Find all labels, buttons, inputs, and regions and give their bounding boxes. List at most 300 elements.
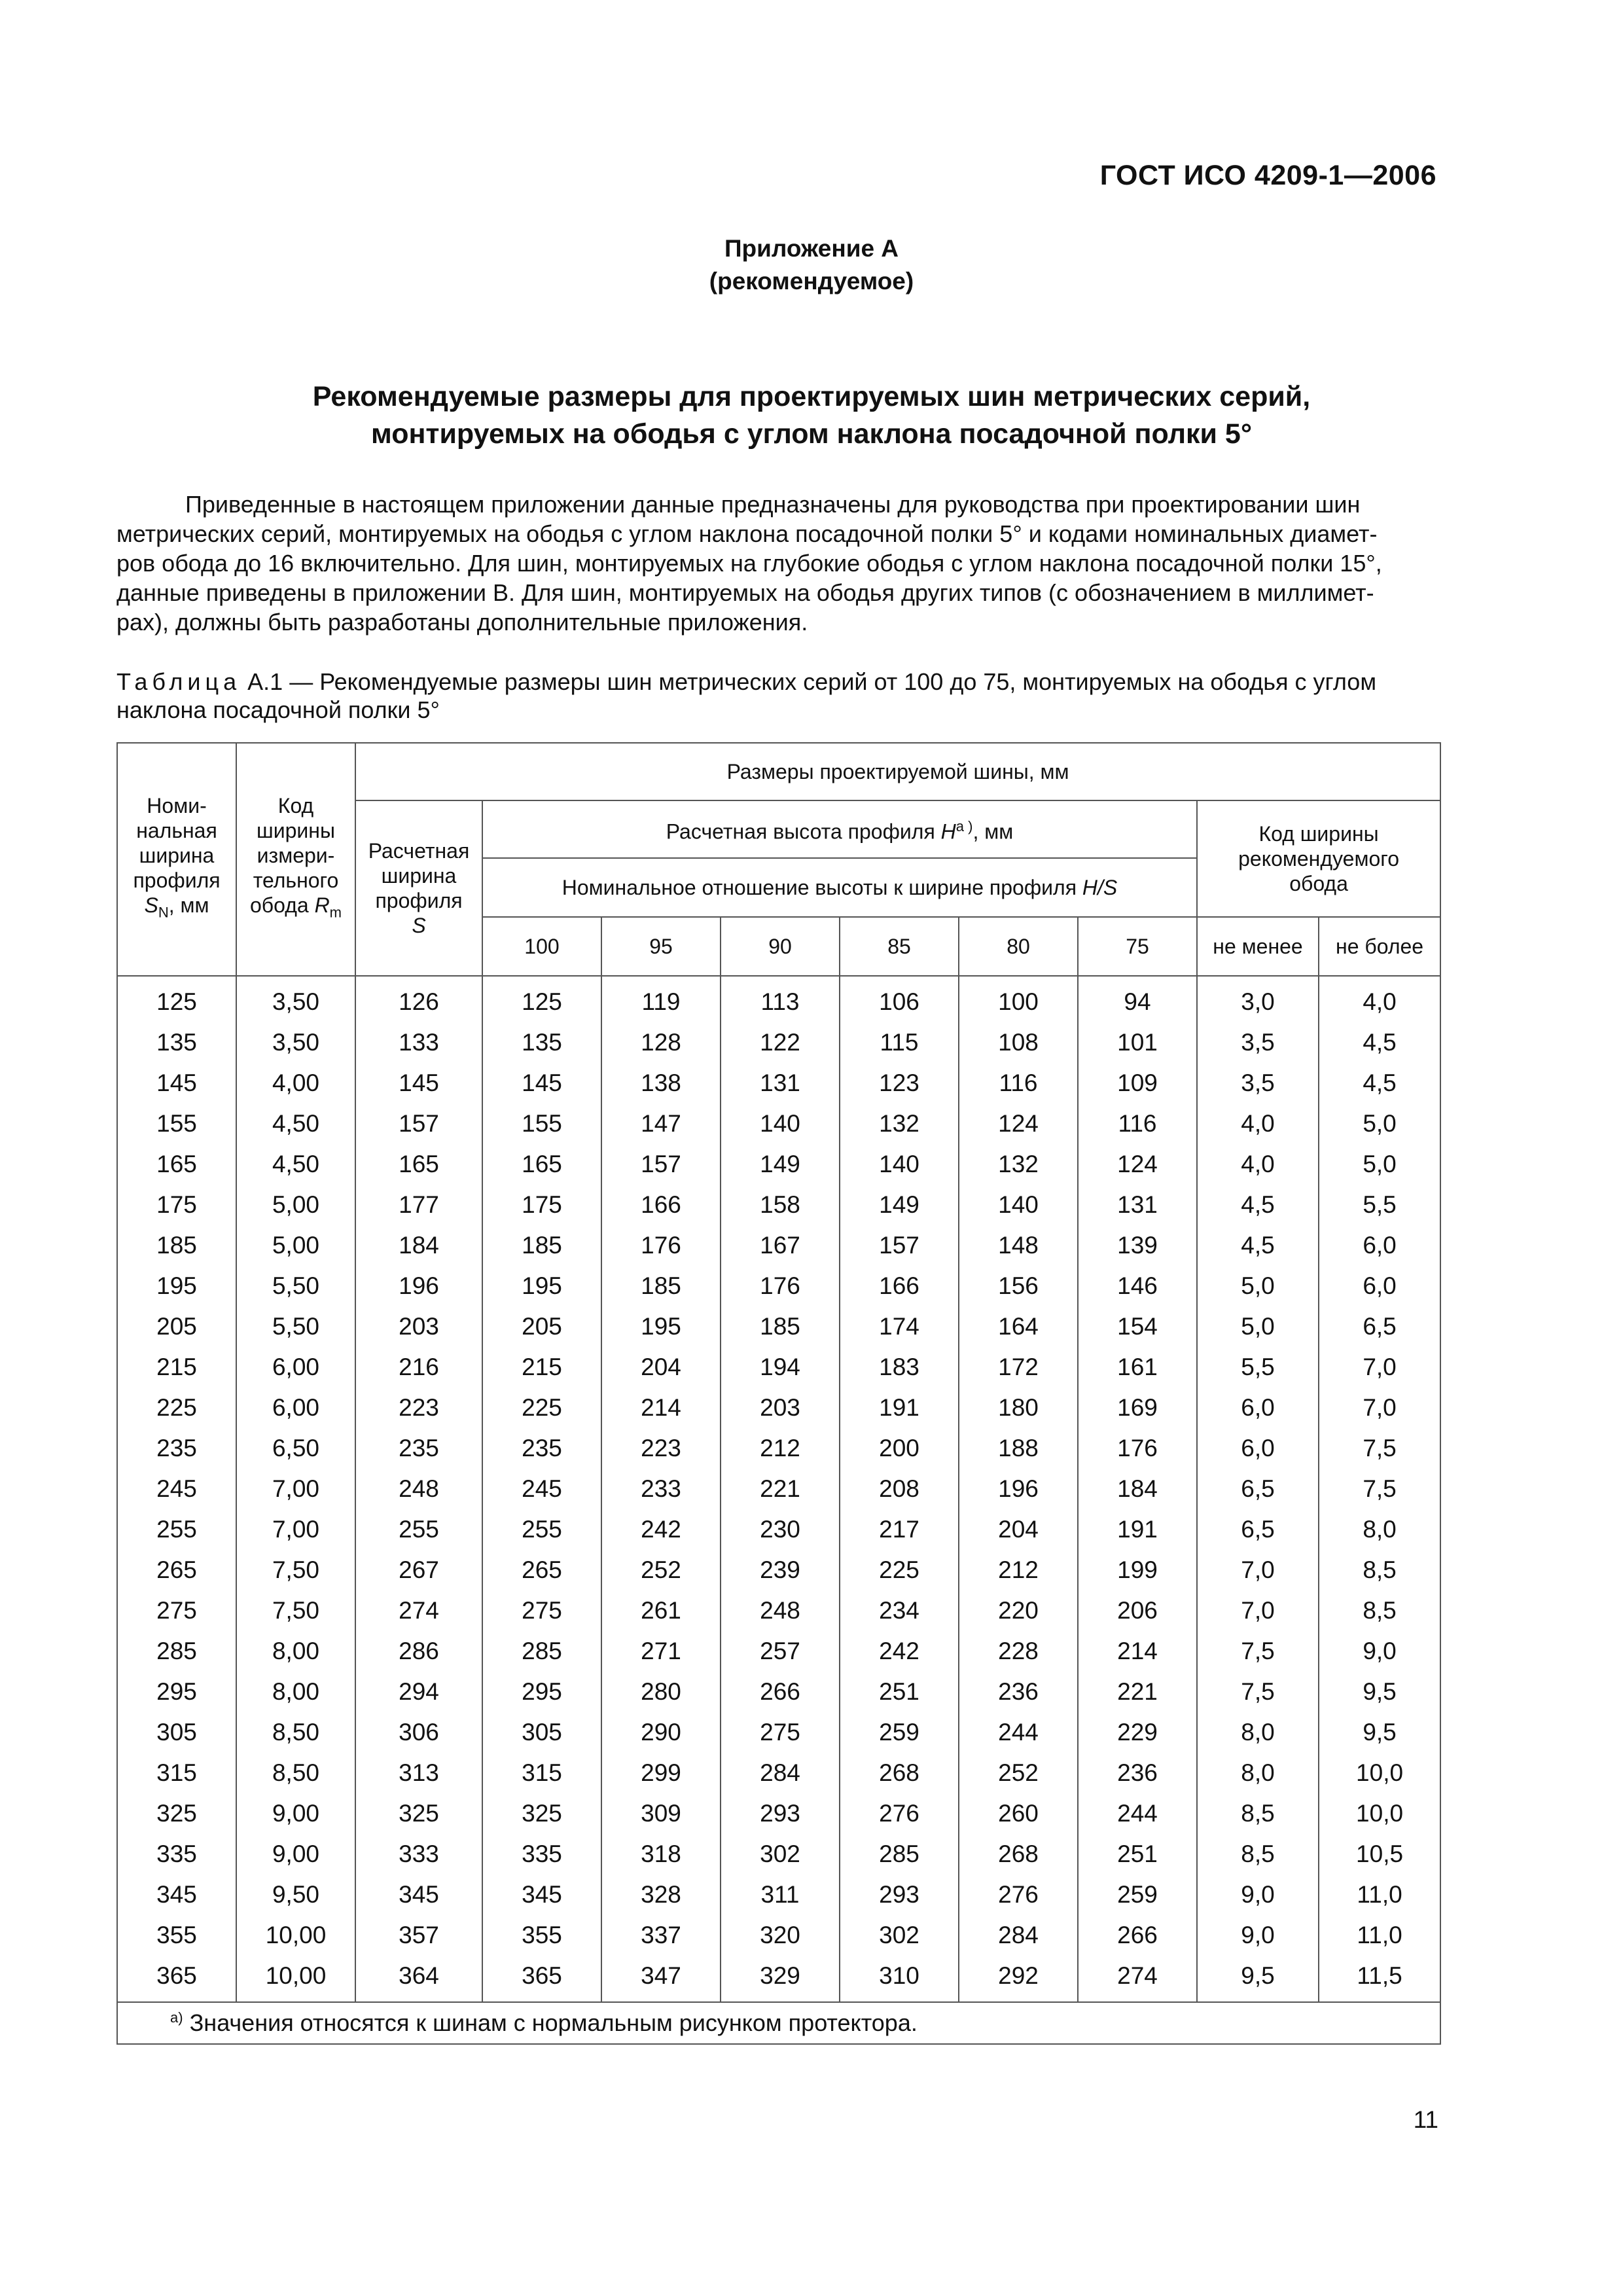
intro-line: рах), должны быть разработаны дополнительные приложения.	[116, 609, 808, 636]
table-cell: 335	[117, 1834, 236, 1874]
table-cell: 8,5	[1319, 1550, 1440, 1590]
table-cell: 176	[721, 1266, 840, 1306]
table-cell: 11,0	[1319, 1915, 1440, 1956]
table-cell: 138	[601, 1063, 721, 1103]
table-cell: 145	[117, 1063, 236, 1103]
table-cell: 236	[1078, 1753, 1197, 1793]
table-cell: 255	[117, 1509, 236, 1550]
header-ratio-value: 85	[840, 917, 959, 976]
table-cell: 293	[721, 1793, 840, 1834]
table-cell: 7,0	[1319, 1347, 1440, 1388]
table-cell: 221	[721, 1469, 840, 1509]
table-cell: 194	[721, 1347, 840, 1388]
table-cell: 7,5	[1319, 1428, 1440, 1469]
table-cell: 133	[355, 1022, 482, 1063]
table-cell: 305	[117, 1712, 236, 1753]
header-rim-code: Код ширины измери- тельного обода $R_m$	[236, 743, 355, 976]
table-cell: 252	[601, 1550, 721, 1590]
table-cell: 157	[840, 1225, 959, 1266]
table-cell: 10,00	[236, 1956, 355, 2002]
table-cell: 7,5	[1197, 1672, 1319, 1712]
table-cell: 275	[482, 1590, 601, 1631]
table-cell: 251	[840, 1672, 959, 1712]
table-row	[117, 1509, 1440, 1550]
table-cell: 9,0	[1319, 1631, 1440, 1672]
table-cell: 4,0	[1197, 1103, 1319, 1144]
table-row	[117, 1266, 1440, 1306]
table-row	[117, 1347, 1440, 1388]
table-cell: 184	[355, 1225, 482, 1266]
table-cell: 3,0	[1197, 976, 1319, 1022]
table-cell: 128	[601, 1022, 721, 1063]
header-aspect-ratio: Номинальное отношение высоты к ширине профиля H/S	[482, 858, 1197, 917]
table-cell: 206	[1078, 1590, 1197, 1631]
table-row	[117, 1469, 1440, 1509]
table-cell: 185	[117, 1225, 236, 1266]
table-cell: 302	[721, 1834, 840, 1874]
table-cell: 100	[959, 976, 1078, 1022]
table-row	[117, 1388, 1440, 1428]
table-cell: 234	[840, 1590, 959, 1631]
table-cell: 125	[117, 976, 236, 1022]
table-cell: 7,5	[1319, 1469, 1440, 1509]
table-cell: 149	[721, 1144, 840, 1185]
table-cell: 245	[482, 1469, 601, 1509]
table-row	[117, 1793, 1440, 1834]
table-cell: 248	[355, 1469, 482, 1509]
table-cell: 6,5	[1197, 1509, 1319, 1550]
table-cell: 124	[959, 1103, 1078, 1144]
table-cell: 174	[840, 1306, 959, 1347]
table-cell: 7,0	[1197, 1590, 1319, 1631]
table-cell: 276	[840, 1793, 959, 1834]
table-cell: 145	[355, 1063, 482, 1103]
table-cell: 200	[840, 1428, 959, 1469]
table-cell: 284	[959, 1915, 1078, 1956]
table-cell: 135	[117, 1022, 236, 1063]
table-cell: 7,00	[236, 1509, 355, 1550]
table-cell: 132	[959, 1144, 1078, 1185]
table-cell: 8,50	[236, 1712, 355, 1753]
table-cell: 9,50	[236, 1874, 355, 1915]
table-cell: 9,00	[236, 1793, 355, 1834]
table-cell: 195	[482, 1266, 601, 1306]
header-min: не менее	[1197, 917, 1319, 976]
table-cell: 191	[1078, 1509, 1197, 1550]
table-row	[117, 1590, 1440, 1631]
table-cell: 9,5	[1319, 1672, 1440, 1712]
table-cell: 268	[840, 1753, 959, 1793]
table-cell: 364	[355, 1956, 482, 2002]
table-cell: 9,5	[1319, 1712, 1440, 1753]
header-ratio-value: 75	[1078, 917, 1197, 976]
table-cell: 223	[355, 1388, 482, 1428]
table-cell: 8,5	[1197, 1793, 1319, 1834]
table-row	[117, 1428, 1440, 1469]
table-cell: 5,0	[1319, 1144, 1440, 1185]
table-row	[117, 1063, 1440, 1103]
table-cell: 299	[601, 1753, 721, 1793]
table-cell: 337	[601, 1915, 721, 1956]
table-cell: 195	[601, 1306, 721, 1347]
table-cell: 177	[355, 1185, 482, 1225]
table-cell: 11,5	[1319, 1956, 1440, 2002]
table-cell: 3,5	[1197, 1022, 1319, 1063]
table-cell: 6,00	[236, 1388, 355, 1428]
table-cell: 175	[482, 1185, 601, 1225]
table-cell: 266	[721, 1672, 840, 1712]
table-cell: 248	[721, 1590, 840, 1631]
header-ratio-value: 95	[601, 917, 721, 976]
table-cell: 242	[601, 1509, 721, 1550]
table-row	[117, 1144, 1440, 1185]
table-cell: 285	[840, 1834, 959, 1874]
table-cell: 235	[117, 1428, 236, 1469]
table-cell: 365	[482, 1956, 601, 2002]
table-cell: 255	[355, 1509, 482, 1550]
table-cell: 8,00	[236, 1631, 355, 1672]
table-cell: 185	[601, 1266, 721, 1306]
table-cell: 345	[117, 1874, 236, 1915]
table-row	[117, 1672, 1440, 1712]
table-cell: 175	[117, 1185, 236, 1225]
table-cell: 148	[959, 1225, 1078, 1266]
table-row	[117, 1225, 1440, 1266]
table-cell: 251	[1078, 1834, 1197, 1874]
table-cell: 131	[721, 1063, 840, 1103]
table-cell: 233	[601, 1469, 721, 1509]
table-cell: 7,50	[236, 1590, 355, 1631]
table-row	[117, 1103, 1440, 1144]
table-caption-prefix: Таблица	[116, 668, 241, 695]
table-cell: 184	[1078, 1469, 1197, 1509]
table-cell: 204	[601, 1347, 721, 1388]
table-cell: 267	[355, 1550, 482, 1590]
table-cell: 335	[482, 1834, 601, 1874]
table-cell: 157	[355, 1103, 482, 1144]
table-cell: 266	[1078, 1915, 1197, 1956]
table-cell: 140	[721, 1103, 840, 1144]
table-cell: 280	[601, 1672, 721, 1712]
table-cell: 113	[721, 976, 840, 1022]
table-cell: 345	[355, 1874, 482, 1915]
table-row	[117, 1306, 1440, 1347]
table-cell: 4,0	[1197, 1144, 1319, 1185]
table-cell: 7,0	[1319, 1388, 1440, 1428]
table-cell: 355	[117, 1915, 236, 1956]
table-cell: 208	[840, 1469, 959, 1509]
table-cell: 146	[1078, 1266, 1197, 1306]
table-cell: 164	[959, 1306, 1078, 1347]
table-row	[117, 976, 1440, 1022]
table-footnote: $^{a)}$ Значения относятся к шинам с нормальным рисунком протектора.	[117, 2002, 1440, 2044]
table-cell: 214	[1078, 1631, 1197, 1672]
table-cell: 6,50	[236, 1428, 355, 1469]
table-cell: 8,00	[236, 1672, 355, 1712]
table-row	[117, 1631, 1440, 1672]
table-cell: 101	[1078, 1022, 1197, 1063]
table-cell: 320	[721, 1915, 840, 1956]
table-cell: 244	[1078, 1793, 1197, 1834]
appendix-title	[0, 378, 1623, 453]
table-cell: 10,0	[1319, 1753, 1440, 1793]
table-cell: 271	[601, 1631, 721, 1672]
appendix-heading	[0, 232, 1623, 298]
table-cell: 199	[1078, 1550, 1197, 1590]
table-cell: 10,0	[1319, 1793, 1440, 1834]
table-cell: 7,5	[1197, 1631, 1319, 1672]
table-cell: 176	[601, 1225, 721, 1266]
table-cell: 7,0	[1197, 1550, 1319, 1590]
table-cell: 5,00	[236, 1225, 355, 1266]
table-cell: 306	[355, 1712, 482, 1753]
table-cell: 132	[840, 1103, 959, 1144]
table-cell: 7,50	[236, 1550, 355, 1590]
table-row	[117, 1550, 1440, 1590]
table-cell: 295	[117, 1672, 236, 1712]
table-cell: 235	[482, 1428, 601, 1469]
appendix-label: Приложение А	[724, 235, 899, 262]
table-row	[117, 1022, 1440, 1063]
table-cell: 131	[1078, 1185, 1197, 1225]
table-cell: 167	[721, 1225, 840, 1266]
table-cell: 265	[482, 1550, 601, 1590]
appendix-title-line-2: монтируемых на ободья с углом наклона посадочной полки 5°	[370, 418, 1253, 450]
table-cell: 347	[601, 1956, 721, 2002]
table-caption-line-2: наклона посадочной полки 5°	[116, 696, 440, 723]
table-cell: 310	[840, 1956, 959, 2002]
table-cell: 265	[117, 1550, 236, 1590]
table-cell: 6,0	[1319, 1225, 1440, 1266]
table-cell: 116	[1078, 1103, 1197, 1144]
table-cell: 293	[840, 1874, 959, 1915]
table-cell: 284	[721, 1753, 840, 1793]
table-cell: 229	[1078, 1712, 1197, 1753]
table-cell: 156	[959, 1266, 1078, 1306]
table-cell: 5,0	[1197, 1266, 1319, 1306]
table-cell: 3,50	[236, 1022, 355, 1063]
header-calc-width: Расчетная ширина профиля S	[355, 800, 482, 976]
header-ratio-value: 100	[482, 917, 601, 976]
table-cell: 157	[601, 1144, 721, 1185]
table-cell: 4,0	[1319, 976, 1440, 1022]
table-cell: 116	[959, 1063, 1078, 1103]
table-cell: 305	[482, 1712, 601, 1753]
table-cell: 252	[959, 1753, 1078, 1793]
table-cell: 122	[721, 1022, 840, 1063]
page-number: 11	[1413, 2106, 1438, 2133]
table-caption-line-1	[116, 668, 1438, 696]
table-cell: 295	[482, 1672, 601, 1712]
appendix-title-line-1: Рекомендуемые размеры для проектируемых шин метрических серий,	[312, 381, 1311, 412]
table-cell: 5,00	[236, 1185, 355, 1225]
table-cell: 313	[355, 1753, 482, 1793]
header-ratio-value: 80	[959, 917, 1078, 976]
table-cell: 302	[840, 1915, 959, 1956]
table-cell: 6,5	[1319, 1306, 1440, 1347]
table-cell: 4,5	[1319, 1063, 1440, 1103]
table-cell: 115	[840, 1022, 959, 1063]
table-cell: 5,5	[1319, 1185, 1440, 1225]
table-cell: 230	[721, 1509, 840, 1550]
table-cell: 286	[355, 1631, 482, 1672]
table-cell: 5,0	[1319, 1103, 1440, 1144]
table-cell: 9,00	[236, 1834, 355, 1874]
table-cell: 355	[482, 1915, 601, 1956]
table-cell: 185	[721, 1306, 840, 1347]
table-cell: 309	[601, 1793, 721, 1834]
table-cell: 357	[355, 1915, 482, 1956]
table-cell: 106	[840, 976, 959, 1022]
table-cell: 294	[355, 1672, 482, 1712]
table-cell: 225	[840, 1550, 959, 1590]
table-cell: 212	[959, 1550, 1078, 1590]
table-row	[117, 1753, 1440, 1793]
table-cell: 9,0	[1197, 1874, 1319, 1915]
table-cell: 195	[117, 1266, 236, 1306]
table-cell: 172	[959, 1347, 1078, 1388]
table-cell: 125	[482, 976, 601, 1022]
intro-line: метрических серий, монтируемых на ободья с углом наклона посадочной полки 5° и кодами номинальных диамет-	[116, 520, 1378, 547]
table-cell: 154	[1078, 1306, 1197, 1347]
table-cell: 315	[482, 1753, 601, 1793]
table-cell: 260	[959, 1793, 1078, 1834]
table-cell: 257	[721, 1631, 840, 1672]
table-cell: 140	[840, 1144, 959, 1185]
table-cell: 318	[601, 1834, 721, 1874]
table-cell: 155	[482, 1103, 601, 1144]
table-cell: 139	[1078, 1225, 1197, 1266]
table-cell: 8,0	[1197, 1753, 1319, 1793]
table-cell: 149	[840, 1185, 959, 1225]
header-ratio-value: 90	[721, 917, 840, 976]
table-cell: 135	[482, 1022, 601, 1063]
table-cell: 10,00	[236, 1915, 355, 1956]
table-cell: 4,5	[1319, 1022, 1440, 1063]
table-cell: 124	[1078, 1144, 1197, 1185]
table-cell: 8,0	[1197, 1712, 1319, 1753]
table-cell: 165	[117, 1144, 236, 1185]
table-cell: 215	[117, 1347, 236, 1388]
table-cell: 285	[482, 1631, 601, 1672]
table-row	[117, 1185, 1440, 1225]
table-cell: 185	[482, 1225, 601, 1266]
table-cell: 7,00	[236, 1469, 355, 1509]
table-cell: 161	[1078, 1347, 1197, 1388]
table-cell: 5,0	[1197, 1306, 1319, 1347]
intro-line: данные приведены в приложении В. Для шин, монтируемых на ободья других типов (с обозначением в миллимет-	[116, 579, 1374, 606]
table-cell: 268	[959, 1834, 1078, 1874]
table-cell: 290	[601, 1712, 721, 1753]
table-cell: 228	[959, 1631, 1078, 1672]
table-cell: 176	[1078, 1428, 1197, 1469]
table-cell: 275	[721, 1712, 840, 1753]
table-cell: 274	[355, 1590, 482, 1631]
table-cell: 8,50	[236, 1753, 355, 1793]
table-cell: 223	[601, 1428, 721, 1469]
intro-line: ров обода до 16 включительно. Для шин, монтируемых на глубокие ободья с углом наклона посадочной полки 15°,	[116, 550, 1382, 577]
table-cell: 259	[840, 1712, 959, 1753]
table-cell: 329	[721, 1956, 840, 2002]
table-cell: 155	[117, 1103, 236, 1144]
table-cell: 315	[117, 1753, 236, 1793]
table-cell: 212	[721, 1428, 840, 1469]
table-cell: 225	[482, 1388, 601, 1428]
table-cell: 147	[601, 1103, 721, 1144]
table-cell: 244	[959, 1712, 1078, 1753]
table-cell: 261	[601, 1590, 721, 1631]
table-cell: 333	[355, 1834, 482, 1874]
table-cell: 145	[482, 1063, 601, 1103]
document-code: ГОСТ ИСО 4209-1—2006	[1099, 160, 1436, 191]
table-cell: 9,5	[1197, 1956, 1319, 2002]
table-cell: 236	[959, 1672, 1078, 1712]
table-cell: 203	[355, 1306, 482, 1347]
header-recommended-rim: Код ширины рекомендуемого обода	[1197, 800, 1440, 917]
table-cell: 6,0	[1197, 1388, 1319, 1428]
table-cell: 276	[959, 1874, 1078, 1915]
table-cell: 255	[482, 1509, 601, 1550]
table-cell: 5,5	[1197, 1347, 1319, 1388]
table-cell: 5,50	[236, 1266, 355, 1306]
table-cell: 4,5	[1197, 1185, 1319, 1225]
table-cell: 169	[1078, 1388, 1197, 1428]
table-cell: 4,50	[236, 1144, 355, 1185]
table-cell: 158	[721, 1185, 840, 1225]
table-cell: 180	[959, 1388, 1078, 1428]
table-cell: 123	[840, 1063, 959, 1103]
table-cell: 196	[959, 1469, 1078, 1509]
table-cell: 235	[355, 1428, 482, 1469]
table-cell: 239	[721, 1550, 840, 1590]
table-cell: 220	[959, 1590, 1078, 1631]
table-cell: 345	[482, 1874, 601, 1915]
tire-dimensions-table	[116, 742, 1441, 2045]
table-cell: 215	[482, 1347, 601, 1388]
table-cell: 328	[601, 1874, 721, 1915]
table-cell: 205	[482, 1306, 601, 1347]
table-cell: 8,5	[1319, 1590, 1440, 1631]
intro-paragraph	[116, 490, 1438, 637]
table-cell: 204	[959, 1509, 1078, 1550]
table-cell: 8,5	[1197, 1834, 1319, 1874]
table-cell: 126	[355, 976, 482, 1022]
table-cell: 311	[721, 1874, 840, 1915]
table-row	[117, 1915, 1440, 1956]
header-calc-height: Расчетная высота профиля $H^{a )}$, мм	[482, 800, 1197, 858]
table-cell: 285	[117, 1631, 236, 1672]
table-cell: 196	[355, 1266, 482, 1306]
table-row	[117, 1834, 1440, 1874]
appendix-type: (рекомендуемое)	[709, 268, 914, 295]
table-cell: 191	[840, 1388, 959, 1428]
table-caption	[116, 668, 1438, 724]
table-cell: 242	[840, 1631, 959, 1672]
table-row	[117, 1874, 1440, 1915]
table-cell: 5,50	[236, 1306, 355, 1347]
table-cell: 216	[355, 1347, 482, 1388]
table-cell: 245	[117, 1469, 236, 1509]
table-cell: 217	[840, 1509, 959, 1550]
table-cell: 165	[355, 1144, 482, 1185]
header-max: не более	[1319, 917, 1440, 976]
table-body	[117, 976, 1440, 2002]
table-cell: 166	[601, 1185, 721, 1225]
table-cell: 165	[482, 1144, 601, 1185]
table-cell: 108	[959, 1022, 1078, 1063]
table-cell: 325	[355, 1793, 482, 1834]
table-cell: 214	[601, 1388, 721, 1428]
